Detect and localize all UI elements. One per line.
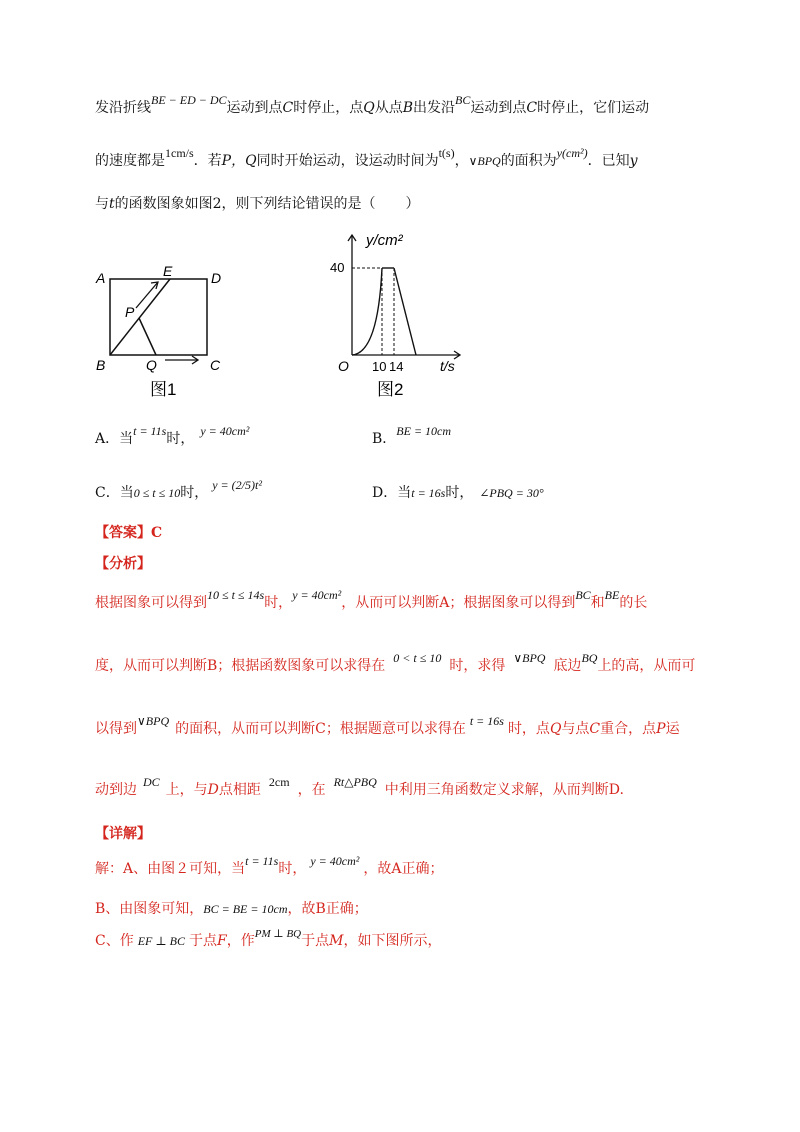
math-expr: 0 ≤ t ≤ 10 xyxy=(133,486,181,500)
figure-2-caption: 图2 xyxy=(377,380,404,399)
math-expr: ∠PBQ = 30° xyxy=(479,486,544,500)
point-label: B xyxy=(402,100,414,116)
text: 中利用三角函数定义求解，从而判断D. xyxy=(384,782,624,798)
x-tick-10: 10 xyxy=(372,359,387,374)
text: 根据图象可以得到 xyxy=(95,595,207,611)
x-axis-label: t/s xyxy=(440,358,455,374)
text: ．若 xyxy=(193,153,222,169)
point-label: C xyxy=(589,721,601,737)
x-tick-14: 14 xyxy=(389,359,404,374)
text: B、由图象可知， xyxy=(95,901,204,917)
math-expr: BC = BE = 10cm xyxy=(203,902,288,916)
text: 运 xyxy=(665,721,680,737)
analysis-line-4 xyxy=(95,775,624,799)
y-tick-40: 40 xyxy=(330,260,345,275)
text: 时， xyxy=(180,485,209,501)
text: C、作 xyxy=(95,933,134,949)
point-label: D xyxy=(207,782,219,798)
math-expr: BC xyxy=(455,93,471,107)
text: 同时开始运动，设运动时间为 xyxy=(256,153,439,169)
text: ，如下图所示， xyxy=(343,933,442,949)
option-a xyxy=(95,424,250,448)
text: 的长 xyxy=(619,595,648,611)
text: 底边 xyxy=(553,658,582,674)
text: B． xyxy=(372,431,397,447)
math-expr: y = 40cm² xyxy=(200,424,250,438)
segment-be xyxy=(110,279,170,355)
text: 时停止，点 xyxy=(293,100,364,116)
text: 上，与 xyxy=(165,782,208,798)
point-label: C xyxy=(282,100,294,116)
text: 的面积，从而可以判断C；根据题意可以求得在 xyxy=(175,721,466,737)
detail-line-1 xyxy=(95,854,444,878)
text: 时， xyxy=(264,595,293,611)
descent-line xyxy=(394,268,416,355)
math-expr: y = 40cm² xyxy=(310,854,360,868)
text: 发沿折线 xyxy=(95,100,151,116)
origin-label: O xyxy=(338,358,349,374)
text: 从点 xyxy=(374,100,403,116)
math-expr: t = 11s xyxy=(133,424,167,438)
problem-line-2 xyxy=(95,146,638,170)
option-c xyxy=(95,478,262,502)
math-expr: t(s) xyxy=(438,146,455,160)
text: 时停止，它们运动 xyxy=(537,100,650,116)
math-expr: y = 40cm² xyxy=(292,588,342,602)
problem-line-1 xyxy=(95,93,650,117)
option-b xyxy=(372,424,452,448)
figure-2-svg xyxy=(330,225,475,405)
text: 动到边 xyxy=(95,782,137,798)
detail-line-2 xyxy=(95,898,368,918)
math-expr: DC xyxy=(143,775,160,789)
analysis-line-1 xyxy=(95,588,648,612)
text: ，从而可以判断A；根据图象可以得到 xyxy=(341,595,576,611)
text: 以得到 xyxy=(95,721,137,737)
label-q: Q xyxy=(146,357,157,373)
text: 上的高，从而可 xyxy=(597,658,696,674)
point-label: P xyxy=(656,721,666,737)
text: C．当 xyxy=(95,485,134,501)
var-label: y xyxy=(629,153,638,169)
text: ，故B正确； xyxy=(287,901,368,917)
label-b: B xyxy=(96,357,106,373)
option-d xyxy=(372,482,544,502)
text: 运动到点 xyxy=(470,100,527,116)
point-labels: P，Q xyxy=(221,153,257,169)
var-label: t xyxy=(109,196,115,212)
label-a: A xyxy=(96,270,106,286)
label-d: D xyxy=(211,270,222,286)
math-expr: ∨BPQ xyxy=(513,651,546,665)
text: 时，点 xyxy=(507,721,550,737)
math-expr: 1cm/s xyxy=(165,146,194,160)
text: ，在 xyxy=(297,782,326,798)
detail-heading xyxy=(95,823,151,843)
text: 运动到点 xyxy=(226,100,283,116)
math-expr: EF ⊥ BC xyxy=(137,934,185,948)
math-expr: PM ⊥ BQ xyxy=(254,928,302,940)
detail-label: 【详解】 xyxy=(95,826,151,842)
figure-2 xyxy=(330,225,475,409)
text: 时， xyxy=(166,431,195,447)
text: ．已知 xyxy=(587,153,630,169)
text: 度，从而可以判断B；根据函数图象可以求得在 xyxy=(95,658,386,674)
text: D．当 xyxy=(372,485,412,501)
analysis-line-2 xyxy=(95,651,696,675)
text: 的速度都是 xyxy=(95,153,165,169)
math-expr: BE xyxy=(604,588,620,602)
analysis-heading xyxy=(95,553,151,573)
point-label: Q xyxy=(363,100,375,116)
answer-line xyxy=(95,522,162,542)
text: 点相距 xyxy=(218,782,261,798)
point-label: M xyxy=(329,933,344,949)
math-expr: t = 11s xyxy=(245,854,279,868)
math-expr: ∨BPQ xyxy=(468,154,501,168)
label-p: P xyxy=(125,304,135,320)
math-expr: BE − ED − DC xyxy=(151,93,227,107)
text: 时， xyxy=(278,861,307,877)
curve-rise xyxy=(352,268,382,355)
text: ，作 xyxy=(226,933,255,949)
math-expr: Rt△PBQ xyxy=(333,775,377,789)
text: 的面积为 xyxy=(500,153,557,169)
text: 与 xyxy=(95,196,109,212)
text: ， xyxy=(454,153,469,169)
math-expr: y = (2/5)t² xyxy=(212,478,262,492)
math-expr: y(cm²) xyxy=(556,146,588,160)
text: 解：A、由图２可知，当 xyxy=(95,861,246,877)
text: ，故A正确； xyxy=(363,861,444,877)
math-expr: 2cm xyxy=(268,775,290,789)
text: ） xyxy=(405,196,420,212)
text: 时，求得 xyxy=(449,658,506,674)
figure-1-caption: 图1 xyxy=(150,380,177,399)
text: 于点 xyxy=(189,933,217,949)
figure-1-svg xyxy=(90,258,240,408)
text: 与点 xyxy=(561,721,590,737)
math-expr: t = 16s xyxy=(411,486,446,500)
figure-1 xyxy=(90,258,240,412)
text: A．当 xyxy=(95,431,134,447)
text: 和 xyxy=(590,595,605,611)
detail-line-3 xyxy=(95,930,441,950)
segment-pq xyxy=(139,318,156,355)
point-label: Q xyxy=(549,721,562,737)
arrow-p-icon xyxy=(136,282,158,308)
math-expr: t = 16s xyxy=(469,714,504,728)
text: 重合，点 xyxy=(600,721,657,737)
label-e: E xyxy=(163,263,173,279)
point-label: F xyxy=(217,933,227,949)
analysis-line-3 xyxy=(95,714,680,738)
math-expr: ∨BPQ xyxy=(137,714,170,728)
math-expr: BC xyxy=(575,588,591,602)
answer-value: C xyxy=(151,525,163,541)
answer-label: 【答案】 xyxy=(95,525,151,541)
math-expr: BQ xyxy=(581,651,598,665)
point-label: C xyxy=(526,100,538,116)
analysis-label: 【分析】 xyxy=(95,556,151,572)
math-expr: 0 < t ≤ 10 xyxy=(393,651,442,665)
math-expr: 10 ≤ t ≤ 14s xyxy=(207,588,265,602)
text: 于点 xyxy=(301,933,330,949)
text: 时， xyxy=(445,485,474,501)
text: 的函数图象如图2，则下列结论错误的是（ xyxy=(114,196,376,212)
text: 出发沿 xyxy=(413,100,456,116)
math-expr: BE = 10cm xyxy=(396,424,452,438)
y-axis-label: y/cm² xyxy=(366,232,403,249)
problem-line-3 xyxy=(95,193,420,213)
label-c: C xyxy=(210,357,221,373)
